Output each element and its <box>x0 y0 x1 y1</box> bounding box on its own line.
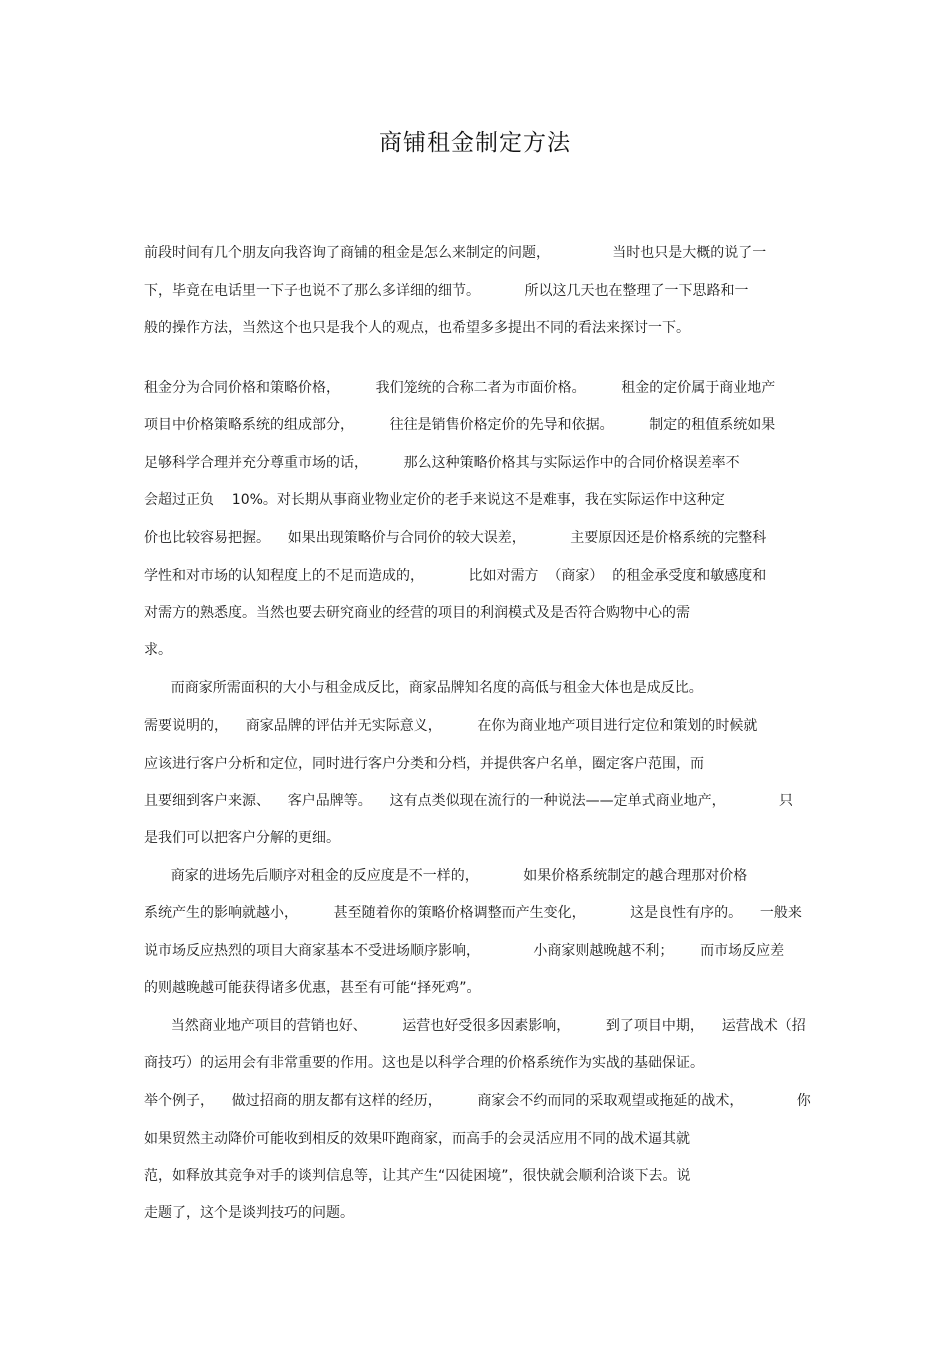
text-line: 范，如释放其竞争对手的谈判信息等，让其产生“囚徒困境”，很快就会顺利洽谈下去。说 <box>144 1168 691 1184</box>
text-line: 足够科学合理并充分尊重市场的话， 那么这种策略价格其与实际运作中的合同价格误差率不 <box>144 455 740 471</box>
text-line: 学性和对市场的认知程度上的不足而造成的， 比如对需方 （商家） 的租金承受度和敏感度和 <box>144 568 767 584</box>
text-line: 系统产生的影响就越小， 甚至随着你的策略价格调整而产生变化， 这是良性有序的。 一般来 <box>144 905 802 921</box>
text-line: 前段时间有几个朋友向我咨询了商铺的租金是怎么来制定的问题， 当时也只是大概的说了一 <box>144 245 767 261</box>
page-title: 商铺租金制定方法 <box>379 130 571 156</box>
text-line: 项目中价格策略系统的组成部分， 往往是销售价格定价的先导和依据。 制定的租值系统如果 <box>144 417 776 433</box>
text-line: 会超过正负 10%。对长期从事商业物业定价的老手来说这不是难事，我在实际运作中这种定 <box>144 492 725 508</box>
text-line: 对需方的熟悉度。当然也要去研究商业的经营的项目的利润模式及是否符合购物中心的需 <box>144 605 690 621</box>
text-line: 如果贸然主动降价可能收到相反的效果吓跑商家，而高手的会灵活应用不同的战术逼其就 <box>144 1131 690 1147</box>
text-line: 且要细到客户来源、 客户品牌等。 这有点类似现在流行的一种说法——定单式商业地产， 只 <box>144 793 794 809</box>
text-line: 是我们可以把客户分解的更细。 <box>144 830 340 846</box>
text-line: 的则越晚越可能获得诸多优惠，甚至有可能“择死鸡”。 <box>144 980 481 996</box>
text-line: 需要说明的， 商家品牌的评估并无实际意义， 在你为商业地产项目进行定位和策划的时候就 <box>144 718 758 734</box>
text-line: 举个例子， 做过招商的朋友都有这样的经历， 商家会不约而同的采取观望或拖延的战术， 你 <box>144 1093 811 1109</box>
text-line: 般的操作方法，当然这个也只是我个人的观点，也希望多多提出不同的看法来探讨一下。 <box>144 320 690 336</box>
text-line: 租金分为合同价格和策略价格， 我们笼统的合称二者为市面价格。 租金的定价属于商业地产 <box>144 380 776 396</box>
text-line: 求。 <box>144 642 172 658</box>
text-line: 下，毕竟在电话里一下子也说不了那么多详细的细节。 所以这几天也在整理了一下思路和一 <box>144 283 749 299</box>
text-line: 走题了，这个是谈判技巧的问题。 <box>144 1205 354 1221</box>
text-line: 而商家所需面积的大小与租金成反比，商家品牌知名度的高低与租金大体也是成反比。 <box>144 680 703 696</box>
text-line: 价也比较容易把握。 如果出现策略价与合同价的较大误差， 主要原因还是价格系统的完整科 <box>144 530 767 546</box>
text-line: 商技巧）的运用会有非常重要的作用。这也是以科学合理的价格系统作为实战的基础保证。 <box>144 1055 704 1071</box>
text-line: 应该进行客户分析和定位，同时进行客户分类和分档，并提供客户名单，圈定客户范围，而 <box>144 756 704 772</box>
text-line: 商家的进场先后顺序对租金的反应度是不一样的， 如果价格系统制定的越合理那对价格 <box>144 868 748 884</box>
text-line: 说市场反应热烈的项目大商家基本不受进场顺序影响， 小商家则越晚越不利； 而市场反应差 <box>144 943 785 959</box>
text-line: 当然商业地产项目的营销也好、 运营也好受很多因素影响， 到了项目中期， 运营战术（招 <box>144 1018 806 1034</box>
